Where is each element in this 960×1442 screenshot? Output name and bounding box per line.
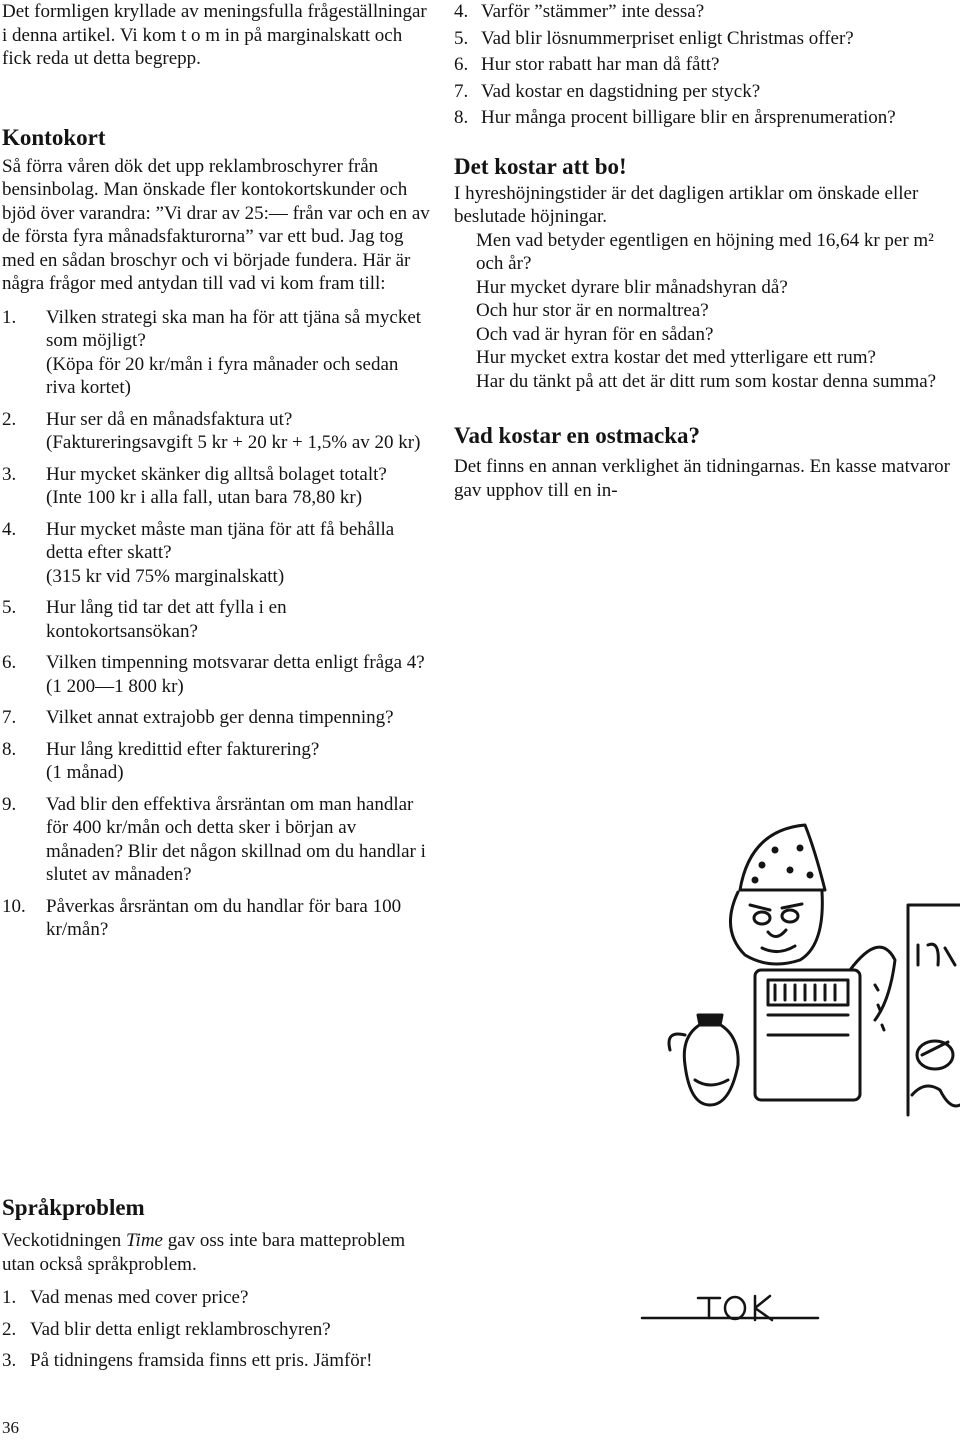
bo-paragraph: I hyreshöjningstider är det dagligen artiklar om önskade eller beslutade höjningar. xyxy=(454,182,919,227)
list-item xyxy=(2,706,432,730)
question-text: Hur många procent billigare blir en årsprenumeration? xyxy=(481,107,896,128)
question-text: Hur stor rabatt har man då fått? xyxy=(481,54,720,75)
sprakproblem-question-list xyxy=(2,1286,432,1373)
question-number: 3. xyxy=(2,463,17,485)
sprakproblem-section xyxy=(2,1195,432,1381)
left-column xyxy=(2,0,432,942)
question-text: Hur mycket måste man tjäna för att få behålla detta efter skatt? xyxy=(46,518,395,563)
question-number: 5. xyxy=(454,27,469,49)
artist-signature xyxy=(640,1288,820,1328)
list-item xyxy=(2,306,432,400)
list-item xyxy=(2,1318,432,1342)
list-item xyxy=(454,27,954,51)
list-item xyxy=(2,408,432,455)
right-column xyxy=(454,0,954,502)
question-number: 1. xyxy=(2,1287,17,1308)
list-item xyxy=(2,738,432,785)
bo-line: Men vad betyder egentligen en höjning med 16,64 kr per m² och år? xyxy=(476,229,934,274)
question-text: Vad blir lösnummerpriset enligt Christmas offer? xyxy=(481,27,854,49)
list-item xyxy=(2,651,432,698)
list-item xyxy=(454,53,954,77)
list-item xyxy=(454,0,954,24)
question-number: 5. xyxy=(2,597,17,618)
time-question-list xyxy=(454,0,954,130)
question-number: 9. xyxy=(2,793,17,815)
text-fragment: Veckotidningen xyxy=(2,1230,127,1251)
bo-line: Hur mycket extra kostar det med ytterligare ett rum? xyxy=(476,347,876,368)
cartoon-shopper-with-cash-register-icon xyxy=(650,820,960,1120)
list-item xyxy=(454,106,954,130)
question-number: 4. xyxy=(454,1,469,22)
page-number: 36 xyxy=(2,1418,19,1437)
list-item xyxy=(2,518,432,589)
bo-line: Och vad är hyran för en sådan? xyxy=(476,323,714,345)
question-number: 3. xyxy=(2,1350,17,1371)
question-text: På tidningens framsida finns ett pris. Jämför! xyxy=(30,1350,373,1371)
list-item xyxy=(2,793,432,887)
question-text: Vilken timpenning motsvarar detta enligt fråga 4? xyxy=(46,652,425,673)
intro-paragraph: Det formligen kryllade av meningsfulla frågeställningar i denna artikel. Vi kom t o m in på marginalskatt och fick reda ut detta begrepp. xyxy=(2,1,427,69)
magazine-title: Time xyxy=(126,1230,163,1251)
question-answer: (Köpa för 20 kr/mån i fyra månader och sedan riva kortet) xyxy=(46,353,399,398)
question-number: 8. xyxy=(454,107,469,128)
question-number: 8. xyxy=(2,738,17,760)
question-answer: (315 kr vid 75% marginalskatt) xyxy=(46,565,285,587)
question-text: Vad blir detta enligt reklambroschyren? xyxy=(30,1318,331,1340)
kontokort-paragraph: Så förra våren dök det upp reklambroschyrer från bensinbolag. Man önskade fler kontokortskunder och bjöd över varandra: ”Vi drar av 25:— från var och en av de första fyra månadsfakturorna” var ett bud. Jag tog med en sådan broschyr och vi började fundera. Här är några frågor med antydan till vad vi kom fram till: xyxy=(2,155,430,294)
question-text: Vad kostar en dagstidning per styck? xyxy=(481,80,761,102)
bo-line: Och hur stor är en normaltrea? xyxy=(476,300,709,321)
text-fragment: gav oss inte bara matteproblem utan också språkproblem. xyxy=(2,1230,406,1275)
list-item xyxy=(454,80,954,104)
question-text: Vilket annat extrajobb ger denna timpenning? xyxy=(46,707,394,728)
question-text: Hur ser då en månadsfaktura ut? xyxy=(46,408,293,430)
question-number: 10. xyxy=(2,895,26,917)
kontokort-heading: Kontokort xyxy=(2,124,106,150)
list-item xyxy=(2,1286,432,1310)
question-answer: (Faktureringsavgift 5 kr + 20 kr + 1,5% av 20 kr) xyxy=(46,432,421,453)
question-number: 6. xyxy=(454,54,469,75)
question-text: Vad menas med cover price? xyxy=(30,1287,249,1308)
bo-line: Hur mycket dyrare blir månadshyran då? xyxy=(476,276,788,298)
question-text: Hur lång tid tar det att fylla i en kontokortsansökan? xyxy=(46,597,287,642)
list-item xyxy=(2,1349,432,1373)
question-text: Hur mycket skänker dig alltså bolaget totalt? xyxy=(46,463,387,485)
question-number: 2. xyxy=(2,408,17,430)
list-item xyxy=(2,596,432,643)
list-item xyxy=(2,895,432,942)
question-answer: (1 200—1 800 kr) xyxy=(46,675,184,697)
question-text: Vad blir den effektiva årsräntan om man handlar för 400 kr/mån och detta sker i början av månaden? Blir det någon skillnad om du handlar i slutet av månaden? xyxy=(46,793,426,885)
question-number: 6. xyxy=(2,652,17,673)
list-item xyxy=(2,463,432,510)
sprakproblem-paragraph xyxy=(2,1229,432,1276)
question-answer: (Inte 100 kr i alla fall, utan bara 78,80 kr) xyxy=(46,487,363,508)
question-number: 7. xyxy=(2,707,17,728)
kontokort-question-list xyxy=(2,306,432,942)
question-text: Påverkas årsräntan om du handlar för bara 100 kr/mån? xyxy=(46,895,402,940)
bo-line: Har du tänkt på att det är ditt rum som kostar denna summa? xyxy=(476,370,937,392)
question-number: 2. xyxy=(2,1318,17,1340)
question-answer: (1 månad) xyxy=(46,762,124,783)
question-text: Varför ”stämmer” inte dessa? xyxy=(481,1,705,22)
question-number: 1. xyxy=(2,306,17,328)
ostmacka-heading: Vad kostar en ostmacka? xyxy=(454,423,701,448)
question-number: 4. xyxy=(2,518,17,540)
question-text: Hur lång kredittid efter fakturering? xyxy=(46,738,320,760)
bo-heading: Det kostar att bo! xyxy=(454,153,627,179)
ostmacka-paragraph: Det finns en annan verklighet än tidningarnas. En kasse matvaror gav upphov till en in- xyxy=(454,456,950,501)
bo-lines xyxy=(454,229,954,394)
sprakproblem-heading: Språkproblem xyxy=(2,1195,145,1220)
question-text: Vilken strategi ska man ha för att tjäna så mycket som möjligt? xyxy=(46,306,422,351)
question-number: 7. xyxy=(454,80,469,102)
